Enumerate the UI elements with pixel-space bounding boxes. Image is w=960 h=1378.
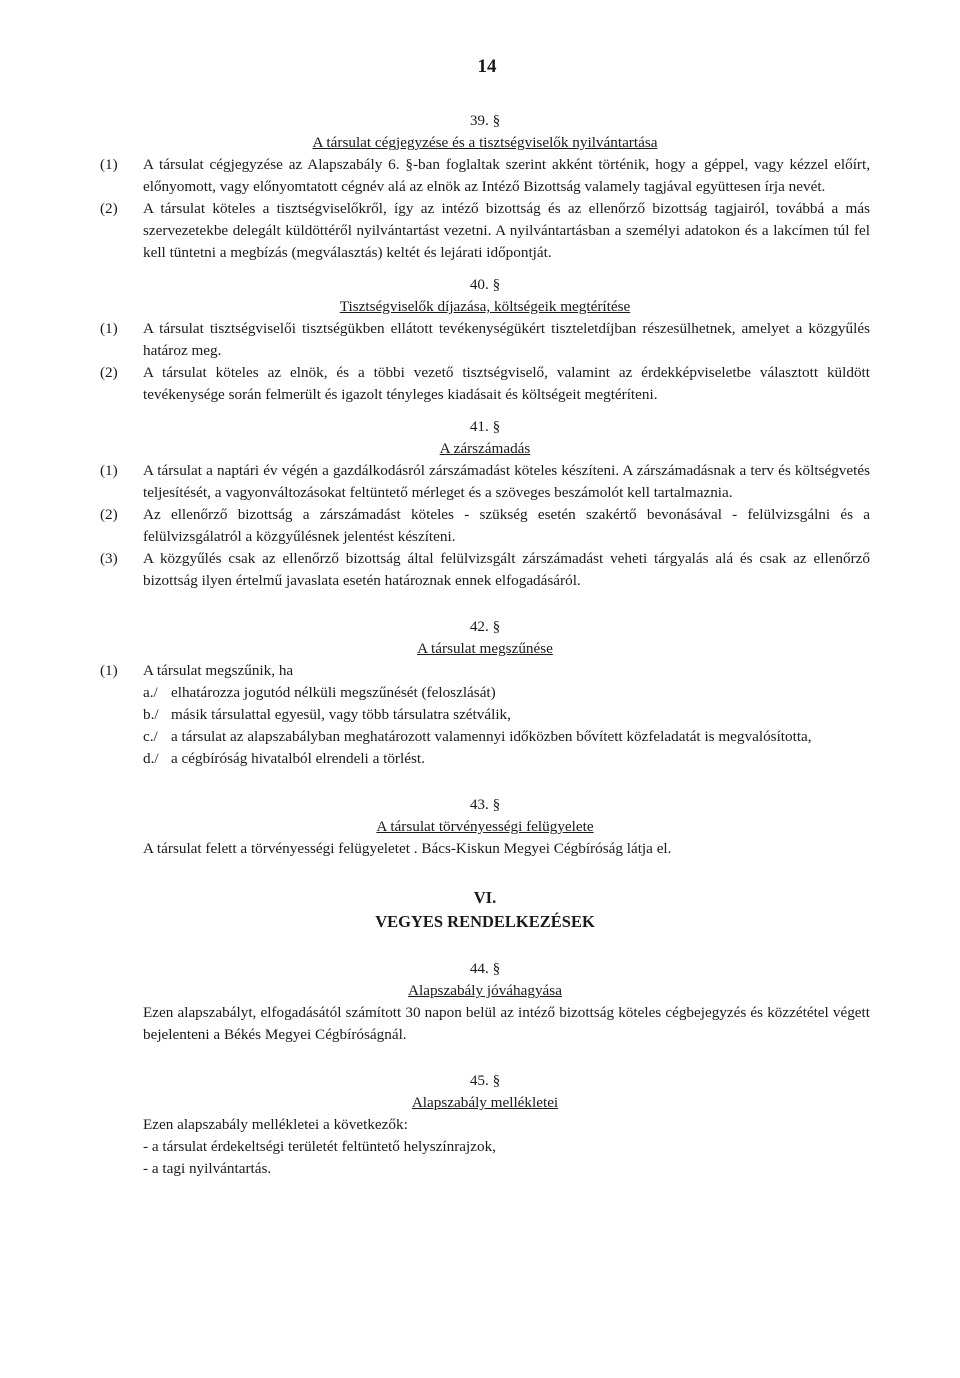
section-text: Ezen alapszabályt, elfogadásától számított 30 napon belül az intéző bizottság köteles cégbejegyzés és közzététel végett bejelenteni a Békés Megyei Cégbíróságnál. <box>143 1004 870 1043</box>
section-title: A társulat törvényességi felügyelete <box>376 818 594 835</box>
paragraph-text: Az ellenőrző bizottság a zárszámadást köteles - szükség esetén szakértő bevonásával - felülvizsgálni és a felülvizsgálatról a közgyűlésnek jelentést készíteni. <box>143 506 870 545</box>
list-item-text: másik társulattal egyesül, vagy több társulatra szétválik, <box>171 706 511 723</box>
list-item <box>143 682 870 704</box>
paragraph <box>100 548 870 592</box>
chapter-numeral: VI. <box>473 888 497 907</box>
paragraph-text: A társulat tisztségviselői tisztségükben ellátott tevékenységükért tiszteletdíjban részesülhetnek, amelyet a közgyűlés határoz meg. <box>143 320 870 359</box>
paragraph-label: (1) <box>100 156 118 173</box>
section-number: 42. § <box>469 618 501 635</box>
paragraph-label: (1) <box>100 320 118 337</box>
section-title: Alapszabály mellékletei <box>411 1094 559 1111</box>
chapter-title: VEGYES RENDELKEZÉSEK <box>375 912 595 931</box>
section-title: Tisztségviselők díjazása, költségeik megtérítése <box>339 298 631 315</box>
list-item-label: c./ <box>143 728 158 745</box>
section-number: 40. § <box>469 276 501 293</box>
list-item <box>143 726 870 748</box>
section-title: A társulat cégjegyzése és a tisztségviselők nyilvántartása <box>312 134 658 151</box>
paragraph <box>100 318 870 362</box>
paragraph-label: (3) <box>100 550 118 567</box>
section-text: A társulat felett a törvényességi felügyeletet . Bács-Kiskun Megyei Cégbíróság látja el. <box>143 840 672 857</box>
section-title: A zárszámadás <box>439 440 531 457</box>
paragraph-text: A közgyűlés csak az ellenőrző bizottság által felülvizsgált zárszámadást veheti tárgyalás alá és csak az ellenőrző bizottság ilyen értelmű javaslata esetén határoznak ennek elfogadásáról. <box>143 550 870 589</box>
paragraph-text: A társulat köteles a tisztségviselőkről, így az intéző bizottság és az ellenőrző bizottság tagjairól, továbbá a más szervezetekbe delegált küldöttéről nyilvántartást vezetni. A nyilvántartásban a személyi adatokon és a lakcímen túl fel kell tüntetni a megbízás (megválasztás) keltét és lejárati időpontját. <box>143 200 870 261</box>
list-item-label: d./ <box>143 750 159 767</box>
paragraph <box>100 154 870 198</box>
list-item-text: a cégbíróság hivatalból elrendeli a törlést. <box>171 750 425 767</box>
list-item <box>143 704 870 726</box>
section-text: Ezen alapszabály mellékletei a következők: <box>143 1116 408 1133</box>
list-item <box>143 748 870 770</box>
paragraph <box>100 660 870 682</box>
list <box>100 682 870 770</box>
paragraph-text: A társulat megszűnik, ha <box>143 662 294 679</box>
section-41 <box>100 416 870 592</box>
document-body <box>100 110 870 1180</box>
paragraph-label: (2) <box>100 364 118 381</box>
section-40 <box>100 274 870 406</box>
paragraph-text: A társulat a naptári év végén a gazdálkodásról zárszámadást köteles készíteni. A zárszámadásnak a terv és költségvetés teljesítését, a vagyonváltozásokat feltüntető mérleget és a szöveges beszámolót kell tartalmaznia. <box>143 462 870 501</box>
paragraph-text: A társulat cégjegyzése az Alapszabály 6. §-ban foglaltak szerint akként történik, hogy a géppel, vagy kézzel előírt, előnyomott, vagy előnyomtatott cégnév alá az elnök az Intéző Bizottság valamely tagjával együttesen írja nevét. <box>143 156 870 195</box>
page-number: 14 <box>477 56 497 77</box>
section-42 <box>100 616 870 770</box>
paragraph-label: (1) <box>100 662 118 679</box>
section-39 <box>100 110 870 264</box>
chapter-heading <box>100 886 870 934</box>
section-text: - a tagi nyilvántartás. <box>143 1160 272 1177</box>
section-number: 43. § <box>469 796 501 813</box>
list-item-text: elhatározza jogutód nélküli megszűnését (feloszlását) <box>171 684 496 701</box>
section-number: 44. § <box>469 960 501 977</box>
paragraph-label: (2) <box>100 506 118 523</box>
list-item-text: a társulat az alapszabályban meghatározott valamennyi időközben bővített közfeladatát is megvalósította, <box>171 728 812 745</box>
paragraph-label: (2) <box>100 200 118 217</box>
section-title: Alapszabály jóváhagyása <box>408 982 562 999</box>
section-44 <box>100 958 870 1046</box>
section-number: 41. § <box>469 418 501 435</box>
paragraph <box>100 362 870 406</box>
paragraph-text: A társulat köteles az elnök, és a többi vezető tisztségviselő, valamint az érdekképviseletbe választott küldött tevékenysége során felmerült és igazolt tényleges kiadásait és költségeit megtéríteni. <box>143 364 870 403</box>
section-number: 45. § <box>469 1072 501 1089</box>
paragraph <box>100 198 870 264</box>
paragraph <box>100 504 870 548</box>
paragraph-label: (1) <box>100 462 118 479</box>
section-text: - a társulat érdekeltségi területét feltüntető helyszínrajzok, <box>143 1138 496 1155</box>
list-item-label: b./ <box>143 706 159 723</box>
section-45 <box>100 1070 870 1180</box>
section-number: 39. § <box>469 112 501 129</box>
section-title: A társulat megszűnése <box>417 640 553 657</box>
paragraph <box>100 460 870 504</box>
section-43 <box>100 794 870 860</box>
list-item-label: a./ <box>143 684 158 701</box>
